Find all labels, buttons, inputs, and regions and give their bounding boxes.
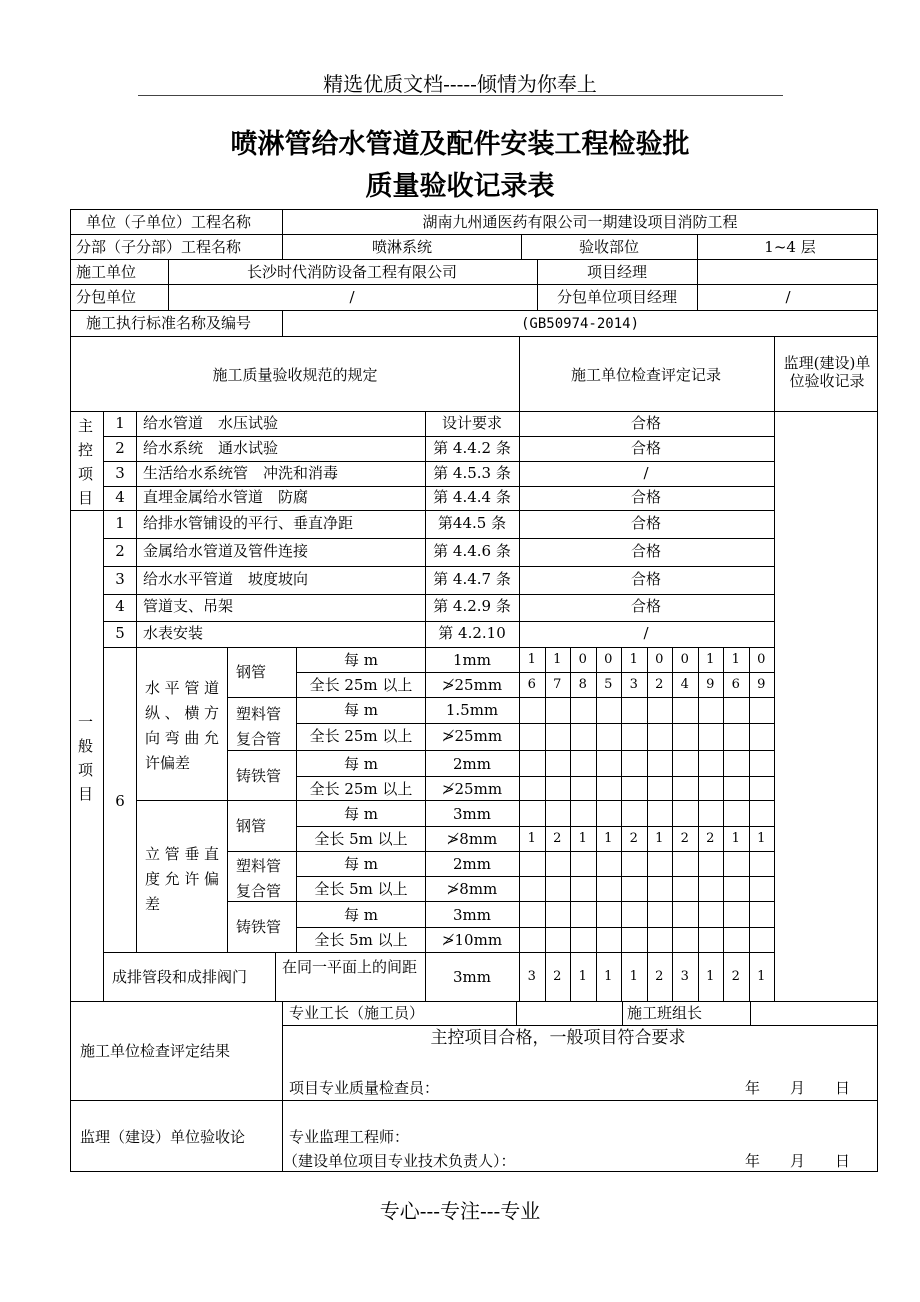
h-tolerance: 1mm bbox=[453, 651, 491, 669]
h-cast-iron-label: 铸铁管 bbox=[236, 767, 282, 785]
v-condition: 全长 5m 以上 bbox=[314, 931, 408, 949]
row-valves-name: 成排管段和成排阀门 bbox=[112, 968, 248, 986]
valves-reading-cell: 1 bbox=[578, 969, 587, 984]
main-item-name: 生活给水系统管 冲洗和消毒 bbox=[143, 464, 339, 482]
v-reading-cell: 1 bbox=[578, 831, 587, 846]
main-item-clause: 第 4.4.2 条 bbox=[433, 439, 511, 457]
item6-number: 6 bbox=[115, 792, 125, 810]
general-item-result: 合格 bbox=[630, 514, 662, 532]
h-condition: 每 m bbox=[344, 755, 378, 773]
sub-pm-value: / bbox=[785, 288, 791, 306]
vertical-deviation-label: 立管垂直度允许偏差 bbox=[145, 845, 219, 913]
h-reading-cell: 0 bbox=[578, 652, 587, 667]
valves-reading-cell: 1 bbox=[604, 969, 613, 984]
h-tolerance: 2mm bbox=[453, 755, 491, 773]
page-footer: 专心---专注---专业 bbox=[379, 1199, 541, 1223]
v-reading-cell: 2 bbox=[680, 831, 689, 846]
main-item-number: 4 bbox=[115, 488, 125, 506]
h-plastic-label: 塑料管复合管 bbox=[236, 705, 282, 748]
v-condition: 每 m bbox=[344, 855, 378, 873]
v-tolerance: 3mm bbox=[453, 906, 491, 924]
main-item-name: 直埋金属给水管道 防腐 bbox=[143, 488, 309, 506]
h-condition: 全长 25m 以上 bbox=[309, 676, 413, 694]
h-reading-cell: 4 bbox=[680, 677, 689, 692]
subdivision-value: 喷淋系统 bbox=[371, 238, 433, 256]
h-condition: 全长 25m 以上 bbox=[309, 780, 413, 798]
general-item-clause: 第44.5 条 bbox=[437, 514, 507, 532]
v-condition: 每 m bbox=[344, 906, 378, 924]
v-tolerance: ≯8mm bbox=[446, 880, 498, 898]
general-item-name: 给水水平管道 坡度坡向 bbox=[143, 570, 309, 588]
valves-reading-cell: 3 bbox=[680, 969, 689, 984]
h-reading-cell: 0 bbox=[655, 652, 664, 667]
main-item-result: 合格 bbox=[630, 439, 662, 457]
owner-tech-label: （建设单位项目专业技术负责人）： bbox=[283, 1152, 516, 1170]
project-manager-label: 项目经理 bbox=[586, 263, 648, 281]
h-reading-cell: 6 bbox=[527, 677, 536, 692]
v-reading-cell: 2 bbox=[553, 831, 562, 846]
valves-reading-cell: 2 bbox=[553, 969, 562, 984]
result-label: 施工单位检查评定结果 bbox=[80, 1042, 231, 1060]
general-item-name: 金属给水管道及管件连接 bbox=[143, 542, 309, 560]
h-tolerance: ≯25mm bbox=[441, 676, 503, 694]
valves-reading-cell: 1 bbox=[629, 969, 638, 984]
v-reading-cell: 1 bbox=[655, 831, 664, 846]
h-tolerance: ≯25mm bbox=[441, 780, 503, 798]
h-reading-cell: 0 bbox=[680, 652, 689, 667]
general-item-number: 3 bbox=[115, 570, 125, 588]
check-header: 施工单位检查评定记录 bbox=[570, 366, 722, 384]
h-reading-cell: 6 bbox=[731, 677, 740, 692]
v-reading-cell: 2 bbox=[706, 831, 715, 846]
general-item-number: 5 bbox=[115, 624, 125, 642]
main-item-clause: 设计要求 bbox=[441, 414, 503, 432]
general-item-result: 合格 bbox=[630, 570, 662, 588]
general-item-number: 4 bbox=[115, 597, 125, 615]
h-reading-cell: 3 bbox=[629, 677, 638, 692]
h-reading-cell: 0 bbox=[757, 652, 766, 667]
h-reading-cell: 9 bbox=[706, 677, 715, 692]
main-item-name: 给水管道 水压试验 bbox=[143, 414, 279, 432]
v-tolerance: ≯8mm bbox=[446, 830, 498, 848]
h-steel-label: 钢管 bbox=[236, 663, 267, 681]
v-condition: 每 m bbox=[344, 805, 378, 823]
general-item-clause: 第 4.4.7 条 bbox=[433, 570, 511, 588]
inspector-date: 年 月 日 bbox=[745, 1079, 851, 1097]
main-item-result: / bbox=[643, 464, 649, 482]
page-header: 精选优质文档-----倾情为你奉上 bbox=[323, 72, 597, 96]
standard-label: 施工执行标准名称及编号 bbox=[86, 314, 252, 332]
v-reading-cell: 1 bbox=[731, 831, 740, 846]
h-condition: 每 m bbox=[344, 651, 378, 669]
h-reading-cell: 0 bbox=[604, 652, 613, 667]
sub-pm-label: 分包单位项目经理 bbox=[556, 288, 678, 306]
result-text: 主控项目合格，一般项目符合要求 bbox=[430, 1028, 686, 1048]
v-tolerance: ≯10mm bbox=[441, 931, 503, 949]
unit-name-label: 单位（子单位）工程名称 bbox=[86, 213, 252, 231]
contractor-value: 长沙时代消防设备工程有限公司 bbox=[246, 263, 458, 281]
main-item-clause: 第 4.5.3 条 bbox=[433, 464, 511, 482]
inspection-part-label: 验收部位 bbox=[578, 238, 640, 256]
general-item-name: 水表安装 bbox=[143, 624, 204, 642]
general-item-name: 管道支、吊架 bbox=[143, 597, 234, 615]
v-reading-cell: 1 bbox=[757, 831, 766, 846]
contractor-label: 施工单位 bbox=[76, 263, 137, 281]
h-condition: 全长 25m 以上 bbox=[309, 727, 413, 745]
valves-reading-cell: 1 bbox=[706, 969, 715, 984]
general-item-result: 合格 bbox=[630, 597, 662, 615]
main-item-number: 2 bbox=[115, 439, 125, 457]
v-tolerance: 2mm bbox=[453, 855, 491, 873]
general-item-clause: 第 4.2.10 bbox=[438, 624, 506, 642]
h-reading-cell: 9 bbox=[757, 677, 766, 692]
h-reading-cell: 1 bbox=[629, 652, 638, 667]
team-leader-label: 施工班组长 bbox=[627, 1004, 703, 1022]
v-plastic-label: 塑料管复合管 bbox=[236, 857, 282, 900]
general-item-clause: 第 4.4.6 条 bbox=[433, 542, 511, 560]
valves-reading-cell: 2 bbox=[731, 969, 740, 984]
v-cast-iron-label: 铸铁管 bbox=[236, 918, 282, 936]
unit-name-value: 湖南九州通医药有限公司一期建设项目消防工程 bbox=[422, 213, 738, 231]
h-reading-cell: 1 bbox=[731, 652, 740, 667]
v-reading-cell: 1 bbox=[527, 831, 536, 846]
horizontal-deviation-label: 水平管道纵、横方向弯曲允许偏差 bbox=[145, 679, 219, 772]
supervision-header: 监理(建设)单位验收记录 bbox=[783, 354, 871, 390]
foreman-label: 专业工长（施工员） bbox=[289, 1004, 425, 1022]
standard-value: (GB50974-2014) bbox=[520, 316, 640, 332]
main-item-number: 3 bbox=[115, 464, 125, 482]
row-valves-tolerance: 3mm bbox=[453, 968, 491, 986]
form-title-line1: 喷淋管给水管道及配件安装工程检验批 bbox=[230, 129, 690, 160]
inspector-label: 项目专业质量检查员： bbox=[289, 1079, 440, 1097]
general-item-clause: 第 4.2.9 条 bbox=[433, 597, 511, 615]
main-item-number: 1 bbox=[115, 414, 125, 432]
h-reading-cell: 1 bbox=[527, 652, 536, 667]
h-tolerance: ≯25mm bbox=[441, 727, 503, 745]
supervision-date: 年 月 日 bbox=[745, 1152, 851, 1170]
v-reading-cell: 2 bbox=[629, 831, 638, 846]
h-reading-cell: 1 bbox=[553, 652, 562, 667]
h-reading-cell: 1 bbox=[706, 652, 715, 667]
h-reading-cell: 5 bbox=[604, 677, 613, 692]
spec-header: 施工质量验收规范的规定 bbox=[212, 366, 378, 384]
row-valves-condition: 在同一平面上的间距 bbox=[282, 958, 418, 976]
general-item-number: 1 bbox=[115, 514, 125, 532]
main-item-name: 给水系统 通水试验 bbox=[143, 439, 279, 457]
valves-reading-cell: 2 bbox=[655, 969, 664, 984]
h-condition: 每 m bbox=[344, 701, 378, 719]
h-reading-cell: 8 bbox=[578, 677, 587, 692]
main-item-clause: 第 4.4.4 条 bbox=[433, 488, 511, 506]
form-title-line2: 质量验收记录表 bbox=[365, 171, 555, 202]
general-items-label: 一般项目 bbox=[78, 713, 94, 803]
subcontractor-value: / bbox=[349, 288, 355, 306]
h-reading-cell: 2 bbox=[655, 677, 664, 692]
main-items-label: 主控项目 bbox=[78, 417, 94, 507]
valves-reading-cell: 1 bbox=[757, 969, 766, 984]
v-steel-label: 钢管 bbox=[236, 817, 267, 835]
general-item-number: 2 bbox=[115, 542, 125, 560]
main-item-result: 合格 bbox=[630, 414, 662, 432]
general-item-result: 合格 bbox=[630, 542, 662, 560]
h-tolerance: 1.5mm bbox=[445, 701, 499, 719]
v-tolerance: 3mm bbox=[453, 805, 491, 823]
engineer-label: 专业监理工程师： bbox=[289, 1128, 410, 1146]
supervision-label: 监理（建设）单位验收论 bbox=[80, 1128, 246, 1146]
main-item-result: 合格 bbox=[630, 488, 662, 506]
inspection-part-value: 1~4 层 bbox=[764, 238, 816, 256]
valves-reading-cell: 3 bbox=[527, 969, 536, 984]
v-condition: 全长 5m 以上 bbox=[314, 880, 408, 898]
v-reading-cell: 1 bbox=[604, 831, 613, 846]
v-condition: 全长 5m 以上 bbox=[314, 830, 408, 848]
subdivision-label: 分部（子分部）工程名称 bbox=[76, 238, 242, 256]
h-reading-cell: 7 bbox=[553, 677, 562, 692]
general-item-name: 给排水管铺设的平行、垂直净距 bbox=[143, 514, 354, 532]
subcontractor-label: 分包单位 bbox=[76, 288, 137, 306]
general-item-result: / bbox=[643, 624, 649, 642]
